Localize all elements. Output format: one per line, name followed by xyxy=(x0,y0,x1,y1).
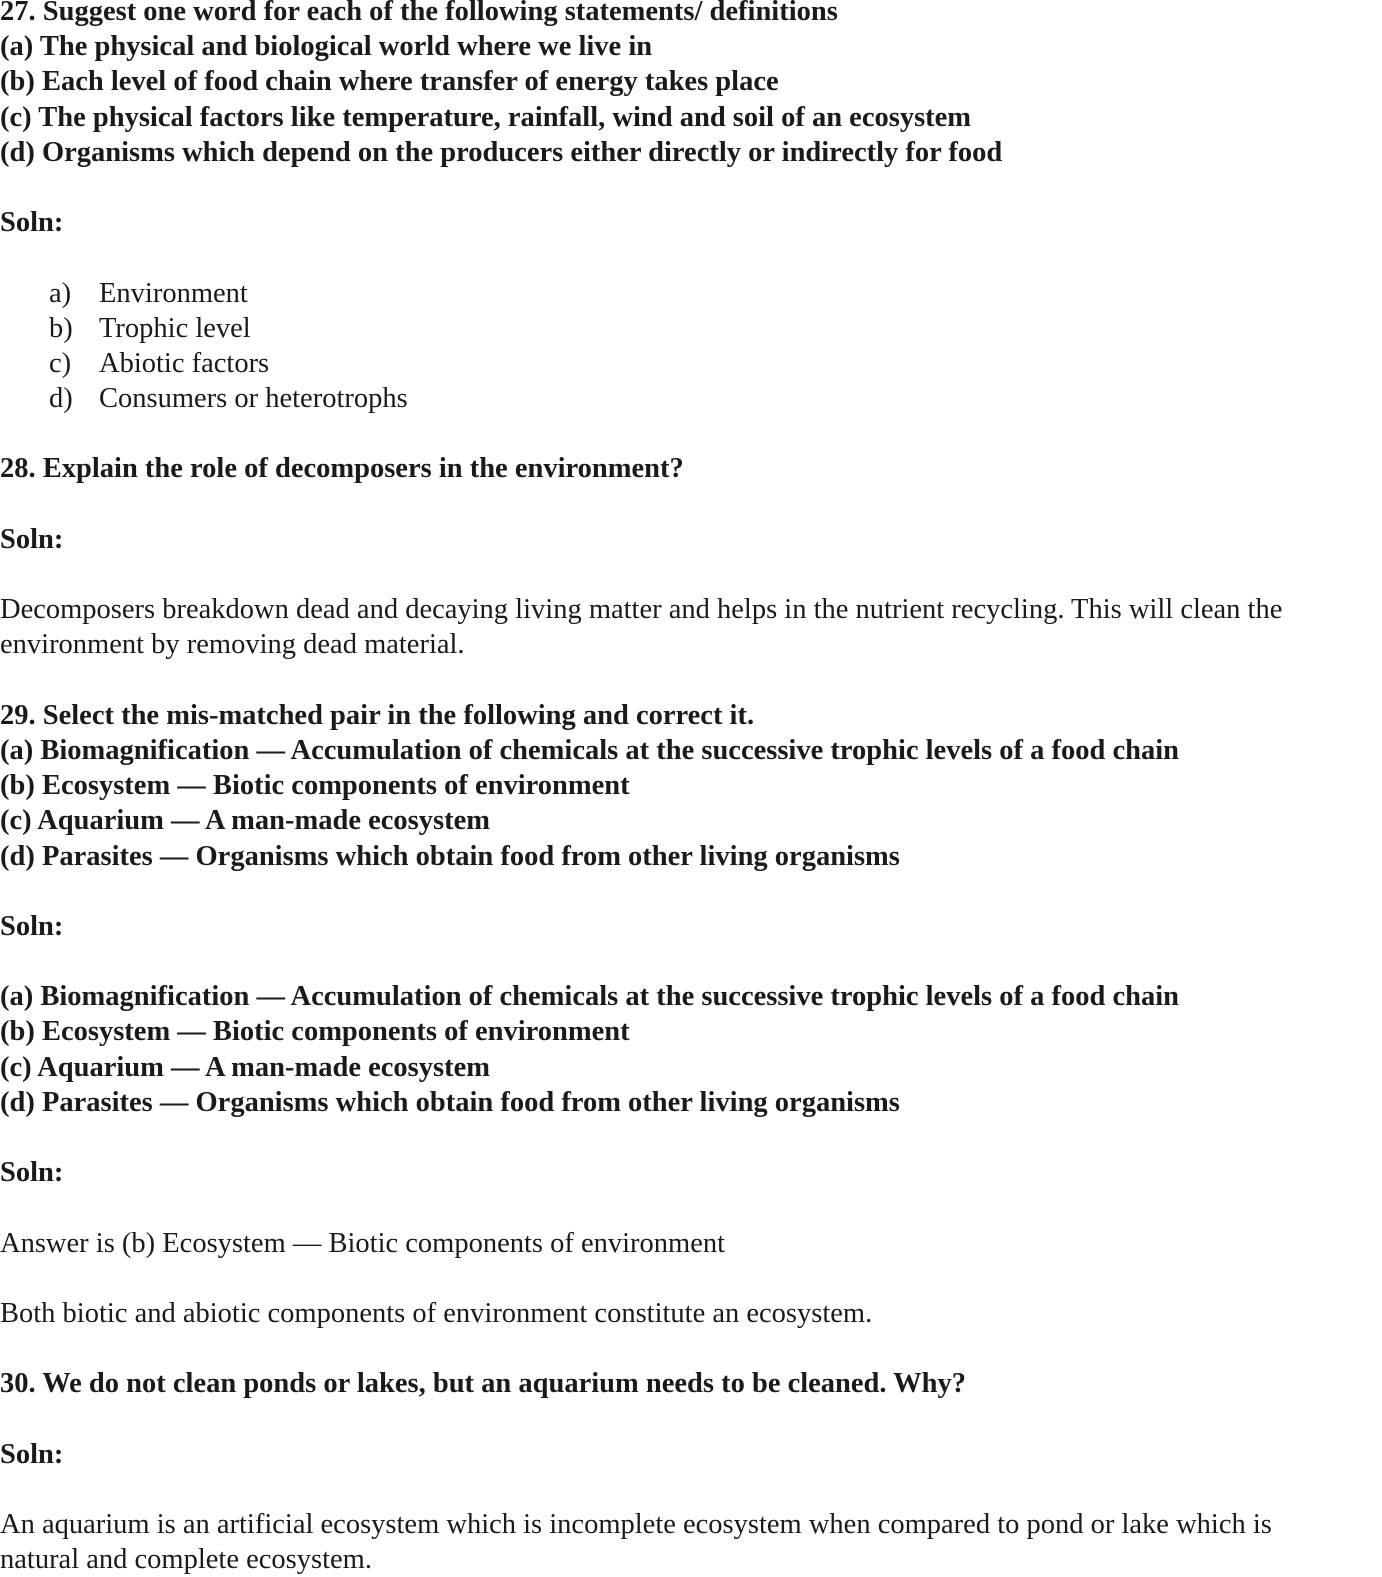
q29-repeat-part-c: (c) Aquarium — A man-made ecosystem xyxy=(0,1051,490,1083)
q27-part-a: (a) The physical and biological world where we live in xyxy=(0,31,653,63)
list-marker: b) xyxy=(49,312,73,344)
answer-text: Environment xyxy=(99,277,248,309)
answer-text: Consumers or heterotrophs xyxy=(99,383,408,415)
q28-soln-label: Soln: xyxy=(0,523,64,555)
spacer xyxy=(0,240,1382,275)
q29-part-b: (b) Ecosystem — Biotic components of environment xyxy=(0,770,630,802)
q27-part-d: (d) Organisms which depend on the producers either directly or indirectly for food xyxy=(0,136,1003,168)
q29-explanation: Both biotic and abiotic components of environment constitute an ecosystem. xyxy=(0,1297,873,1329)
list-marker: d) xyxy=(49,383,73,415)
list-marker: c) xyxy=(49,347,72,379)
spacer xyxy=(0,1331,1382,1366)
spacer xyxy=(0,663,1382,698)
spacer xyxy=(0,1472,1382,1507)
answer-text: Abiotic factors xyxy=(99,347,270,379)
q29-soln-label: Soln: xyxy=(0,910,64,942)
q27-answer-list xyxy=(0,276,1382,417)
q28-answer-line-1: Decomposers breakdown dead and decaying living matter and helps in the nutrient recycling. This will clean the xyxy=(0,594,1283,626)
q29-repeat-part-a: (a) Biomagnification — Accumulation of chemicals at the successive trophic levels of a food chain xyxy=(0,981,1179,1013)
spacer xyxy=(0,557,1382,592)
spacer xyxy=(0,874,1382,909)
list-item xyxy=(0,311,1382,346)
spacer xyxy=(0,416,1382,451)
spacer xyxy=(0,170,1382,205)
q28-question: 28. Explain the role of decomposers in the environment? xyxy=(0,453,684,485)
spacer xyxy=(0,1402,1382,1437)
q30-question: 30. We do not clean ponds or lakes, but an aquarium needs to be cleaned. Why? xyxy=(0,1368,966,1400)
spacer xyxy=(0,1190,1382,1225)
q27-question: 27. Suggest one word for each of the following statements/ definitions xyxy=(0,0,838,27)
q29-repeat-part-d: (d) Parasites — Organisms which obtain food from other living organisms xyxy=(0,1086,900,1118)
q30-answer-line-1: An aquarium is an artificial ecosystem which is incomplete ecosystem when compared to pond or lake which is xyxy=(0,1509,1272,1541)
q29-question: 29. Select the mis-matched pair in the following and correct it. xyxy=(0,699,755,731)
q29-repeat-part-b: (b) Ecosystem — Biotic components of environment xyxy=(0,1016,630,1048)
list-item xyxy=(0,276,1382,311)
q29-answer: Answer is (b) Ecosystem — Biotic components of environment xyxy=(0,1227,726,1259)
q29-part-d: (d) Parasites — Organisms which obtain food from other living organisms xyxy=(0,840,900,872)
q29-part-a: (a) Biomagnification — Accumulation of chemicals at the successive trophic levels of a food chain xyxy=(0,734,1179,766)
q29-part-c: (c) Aquarium — A man-made ecosystem xyxy=(0,805,490,837)
spacer xyxy=(0,487,1382,522)
q30-answer-line-2: natural and complete ecosystem. xyxy=(0,1544,372,1576)
list-marker: a) xyxy=(49,277,72,309)
list-item xyxy=(0,346,1382,381)
answer-text: Trophic level xyxy=(99,312,251,344)
q28-answer-line-2: environment by removing dead material. xyxy=(0,629,465,661)
q29-soln-label-2: Soln: xyxy=(0,1157,64,1189)
q27-soln-label: Soln: xyxy=(0,207,64,239)
q30-soln-label: Soln: xyxy=(0,1438,64,1470)
list-item xyxy=(0,381,1382,416)
spacer xyxy=(0,1120,1382,1155)
q27-part-b: (b) Each level of food chain where transfer of energy takes place xyxy=(0,66,779,98)
q27-part-c: (c) The physical factors like temperature, rainfall, wind and soil of an ecosystem xyxy=(0,101,972,133)
spacer xyxy=(0,1261,1382,1296)
spacer xyxy=(0,944,1382,979)
